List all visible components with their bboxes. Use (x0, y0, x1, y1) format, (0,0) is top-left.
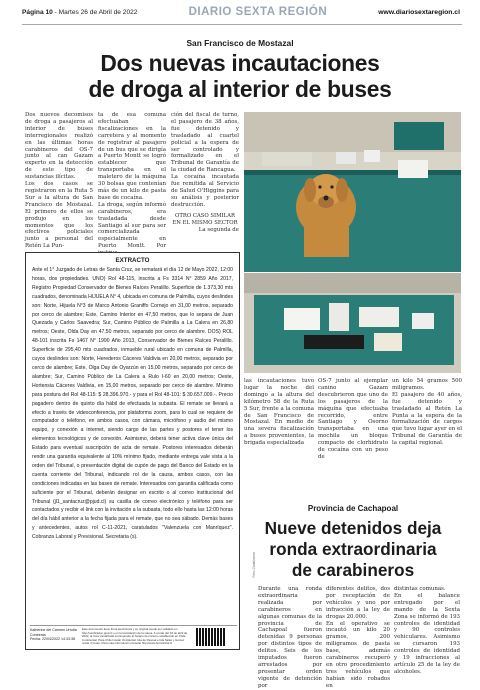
signature-note: Este documento tiene firma electrónica y su original puede ser validado en http://verificadoc.pjud.cl o en la tramitación de la causa. A contar del 04 de abril de 2022, la hora visualizada corresponde al horario de invierno establecido en Chile Continental. Para Chile Insular Occidental, Isla de Pascua e Isla Salas y Gómez restar 2 horas. Para más información consulte http://www.horaoficial.cl (82, 627, 188, 646)
story2-col2: diferentes delitos, dos por receptación de vehículos y uno por infracción a la ley de drogas 20.000. En el operativo se incautó un kilo 20 gramos, 200 miligramos de pasta base, además carabineros recuperó en otro procedimiento tres vehículos que habían sido robados en (326, 586, 390, 689)
story1-kicker: San Francisco de Mostazal (186, 38, 294, 48)
story1-col3: ción del fiscal de turno, el pasajero de 38 años, fue detenido y trasladado al cuartel policial a la espera de ser controlado y formalizado en el Tribunal de Garantía de la ciudad de Rancagua. La cocaína incautada fue remitida al Servicio de Salud O'Higgins para su análisis y posterior destrucción. OTRO CASO SIMILAR EN EL MISMO SECTOR La segunda de (171, 112, 239, 233)
qr-code-icon (196, 628, 226, 646)
story1-col6: un kilo 54 gramos 500 miligramos. El pasajero de 40 años, fue detenido y trasladado al Retén La Punta a la espera de la formalización de cargos que tuvo lugar ayer en el Tribunal de Garantía de la capital regional. (392, 378, 462, 447)
photo-dog-drugs (244, 112, 461, 272)
story1-col1: Dos nuevos decomisos de droga a pasajeros al interior de buses interregionales realizó en las últimas horas carabineros del OS-7 junto al can Gazam experto en la detección de este tipo de sustancias ilícitas. Los dos casos se registraron en la Ruta 5 Sur a la altura de San Francisco de Mostazal. El primero de ellos se produjo en los momentos que los efectivos policiales junto a personal del Retén La Pun- (25, 112, 93, 250)
masthead: DIARIO SEXTA REGIÓN (188, 6, 328, 18)
legal-notice-title: EXTRACTO (115, 257, 150, 264)
photo-credit: Foto: Carabineros (252, 552, 256, 578)
photo-seized-items (244, 273, 461, 373)
website-link[interactable]: www.diariosextaregion.cl (378, 8, 460, 16)
story1-headline: Dos nuevas incautaciones de droga al interior de buses (88, 50, 392, 102)
signer-info: Katherine del Carmen Urrutia Contreras Fecha: 22/04/2022 14:33:38 (30, 628, 77, 641)
page-header (0, 0, 480, 24)
story2-headline: Nueve detenidos deja ronda extraordinaria de carabineros (264, 518, 442, 580)
story2-col3: distintas comunas. En el balance entregado por el mando de la Sexta Zona se informó de 193 controles de identidad y 90 controles vehiculares. Asimismo se cursaron 193 controles de identidad y 19 infracciones al artículo 25 de la ley de alcoholes. (394, 586, 460, 675)
page-number-date: Página 10 - Martes 26 de Abril de 2022 (22, 8, 138, 16)
story2-kicker: Provincia de Cachapoal (307, 504, 399, 513)
story2-col1: Durante una ronda extraordinaria realizada por carabineros en algunas comunas de la provincia de Cachapoal fueron detenidas 9 personas por distintos tipos de delitos. Seis de los imputados fueron arrestados por presentar orden vigente de detención por (258, 586, 322, 689)
legal-notice-box (25, 252, 240, 650)
story1-col2: ta de esa comuna efectuaban fiscalizaciones en la carretera y al momento de registrar al pasajero de un bus que se dirigía a Puerto Montt se logró establecer que transportaba en el maletero de la máquina 30 bolsas que contenían más de un kilo de pasta base de cocaína. La droga, según informó carabineros, era trasladada desde Santiago al sur para ser comercializada especialmente en Puerto Montt. Por (98, 112, 166, 250)
story1-col5: OS-7 junto al ejemplar canino Gazam descubrieron que uno de los pasajeros de la máquina que efectuaba recorrido, entre Santiago y Osorno transportaba en una mochila un bloque compacto de clorhidrato de cocaína con un peso de (318, 378, 388, 460)
story1-subhead: OTRO CASO SIMILAR EN EL MISMO SECTOR (172, 212, 238, 226)
legal-notice-body: Ante el 1° Juzgado de Letras de Santa Cruz, se rematará el día 12 de Mayo 2022, 12:00 horas, dos propiedades. UNO) Rol 48-115, inscrita a Fs 3314 N° 2859 Año 2017, Registro Propiedad Conservador de Bienes Raíces Peralillo. Superficie de 1.373,30 mts cuadrados, denominada HIJUELA N° 4, ubicada en comuna de Palmilla, cuyos deslindes son: Norte, Hijuela N°3 de Marco Antonio Graniffo Cornejo en 31,00 metros, separado por cerco de alambre; Este, Camino Interior en 47,50 metros, que lo separa de Juan Quezada y Carlos Saavedra; Sur, Camino Público de Palmilla a La Calera en 26,80 metros; Oeste, Olda Day en 47,50 metros, separado por cerco de alambre. DOS) ROL 48-101 inscrita Fs 1467 N° 1990 Año 2013, Conservador de Bienes Raíces Peralillo. Superficie de 295,40 mts cuadrados, inmueble rural ubicado en comuna de Palmilla, cuyos deslindes son: Norte, Herederos Cáceres Valdivia en 20,00 metros, separado por cerco de alambre; Este, Olga Day de Oyarzún en 15,00 metros, separado por cerco de alambre; Sur, Camino Público de La Calera a Rulo I-60 en 20,00 metros; Oeste, Hortensia Cáceres Valdivia, en 15,00 metros, separado por cerco de alambre. Mínimo para postura del Rol 48-115: $ 28.396.970.- y para el Rol 48-101: $ 30.657.009.-. Precio pagadero dentro de quinto día hábil de efectuada la subasta. El remate se llevará a efecto a través de videoconferencia, por plataforma zoom, para lo cual se requiere de computador o teléfono, en ambos casos, con cámara, micrófono y audio del mismo equipo, y conexión a internet, siendo cargo de las partes y postores el tener los elementos tecnológicos y de conexión. Asimismo, deberá tener activa clave única del Estado para eventual suscripción de acta de remate. Postores interesados deberán rendir una garantía equivalente al 10% mínimo fijado, mediante entrega vale vista a la orden del Tribunal, o presentación digital de cupón de pago del Banco del Estado en la cuenta corriente del Tribunal, indicando rol de la causa, ambos casos, con las condiciones indicadas en las bases de remate. Interesados con garantía calificada como suficiente por el Tribunal, deberán designar en escrito o al correo institucional del Tribunal (jl1_santacruz@pjud.cl) su casilla de correo electrónico y teléfono para ser contactados y recibir el link con la invitación a la subasta, todo ello hasta las 12:00 horas del día hábil anterior a la fecha fijada para el remate, que no sea sábado. Demás bases y antecedentes, autos rol C-11-2021, caratulados "Valenzuela con Manríquez". Cobranza Laboral y Previsional. Secretaria (s). (32, 267, 233, 541)
story1-col4: las incautaciones tuvo lugar la noche del domingo a la altura del kilómetro 58 de la Ruta 5 Sur, frente a la comuna de San Francisco de Mostazal. En medio de una severa fiscalización a buses provenientes, la brigada especializada (244, 378, 314, 447)
header-rule (22, 24, 462, 25)
legal-notice-footer (30, 625, 237, 647)
